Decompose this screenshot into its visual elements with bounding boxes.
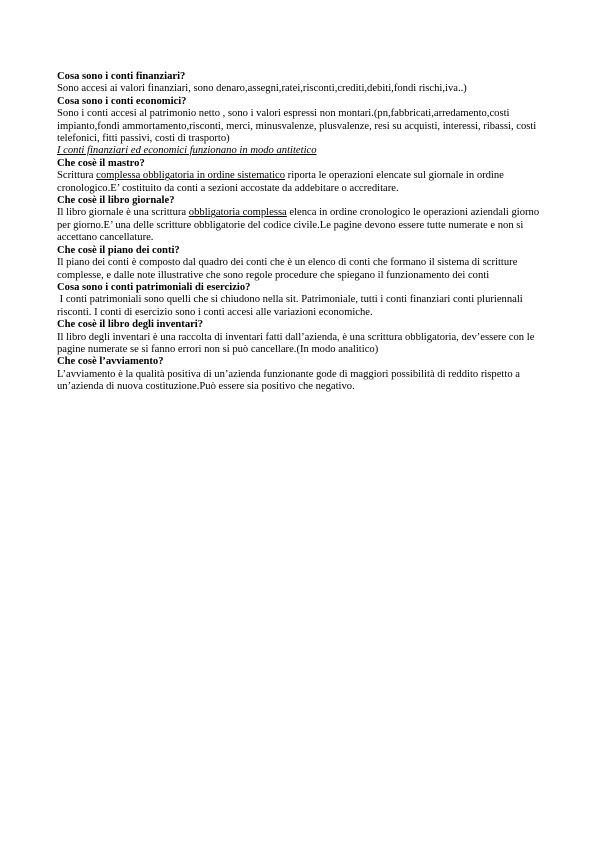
answer-giornale-pre: Il libro giornale è una scrittura — [57, 207, 189, 219]
answer-giornale-underlined: obbligatoria complessa — [188, 207, 287, 219]
answer-mastro — [57, 170, 546, 195]
answer-conti-economici: Sono i conti accesi al patrimonio netto , sono i valori espressi non montari.(pn,fabbricati,arredamento,costi impianto,fondi ammortamento,risconti, merci, minusvalenze, plusvalenze, resi su acquisti, interessi, ribassi, costi telefonici, fitti passivi, costi di trasporto) — [57, 108, 537, 145]
question-conti-patrimoniali: Cosa sono i conti patrimoniali di esercizio? — [57, 281, 251, 293]
question-conti-economici: Cosa sono i conti economici? — [57, 95, 187, 107]
answer-libro-giornale — [57, 207, 546, 244]
question-mastro: Che cosè il mastro? — [57, 157, 145, 169]
question-libro-inventari: Che cosè il libro degli inventari? — [57, 319, 204, 331]
question-avviamento: Che cosè l’avviamento? — [57, 356, 164, 368]
question-libro-giornale: Che cosè il libro giornale? — [57, 195, 175, 207]
question-conti-finanziari: Cosa sono i conti finanziari? — [57, 71, 186, 82]
answer-libro-inventari: Il libro degli inventari è una raccolta di inventari fatti dall’azienda, è una scrittura obbligatoria, dev’essere con le pagine numerate se si fanno errori non si può cancellare.(In modo analitico) — [57, 331, 535, 355]
answer-conti-patrimoniali: I conti patrimoniali sono quelli che si chiudono nella sit. Patrimoniale, tutti i conti finanziari conti pluriennali risconti. I conti di esercizio sono i conti accesi alle variazioni economiche. — [57, 294, 526, 318]
answer-avviamento: L’avviamento è la qualità positiva di un’azienda funzionante gode di maggiori possibilità di reddito rispetto a un’azienda di nuova costituzione.Può essere sia positivo che negativo. — [57, 368, 520, 393]
answer-piano-conti: Il piano dei conti è composto dal quadro dei conti che è un elenco di conti che formano il sistema di scritture complesse, e dalle note illustrative che sono regole procedure che spiegano il funzionamento dei conti — [57, 257, 518, 281]
question-piano-conti: Che cosè il piano dei conti? — [57, 244, 180, 256]
answer-mastro-pre: Scrittura — [57, 170, 97, 182]
answer-conti-finanziari: Sono accesi ai valori finanziari, sono denaro,assegni,ratei,risconti,crediti,debiti,fondi rischi,iva..) — [57, 83, 467, 95]
answer-mastro-underlined: complessa obbligatoria in ordine sistematico — [96, 170, 286, 182]
answer-giornale-post: elenca in ordine cronologico le operazioni aziendali giorno per giorno.E’ una delle scritture obbligatorie del codice civile.Le pagine devono essere tutte numerate e non si accettano cancellature. — [57, 207, 540, 244]
answer-mastro-post: riporta le operazioni elencate sul giornale in ordine cronologico.E’ costituito da conti a sezioni accostate da addebitare o accreditare. — [57, 170, 504, 194]
note-antitetico: I conti finanziari ed economici funzionano in modo antitetico — [57, 145, 317, 157]
